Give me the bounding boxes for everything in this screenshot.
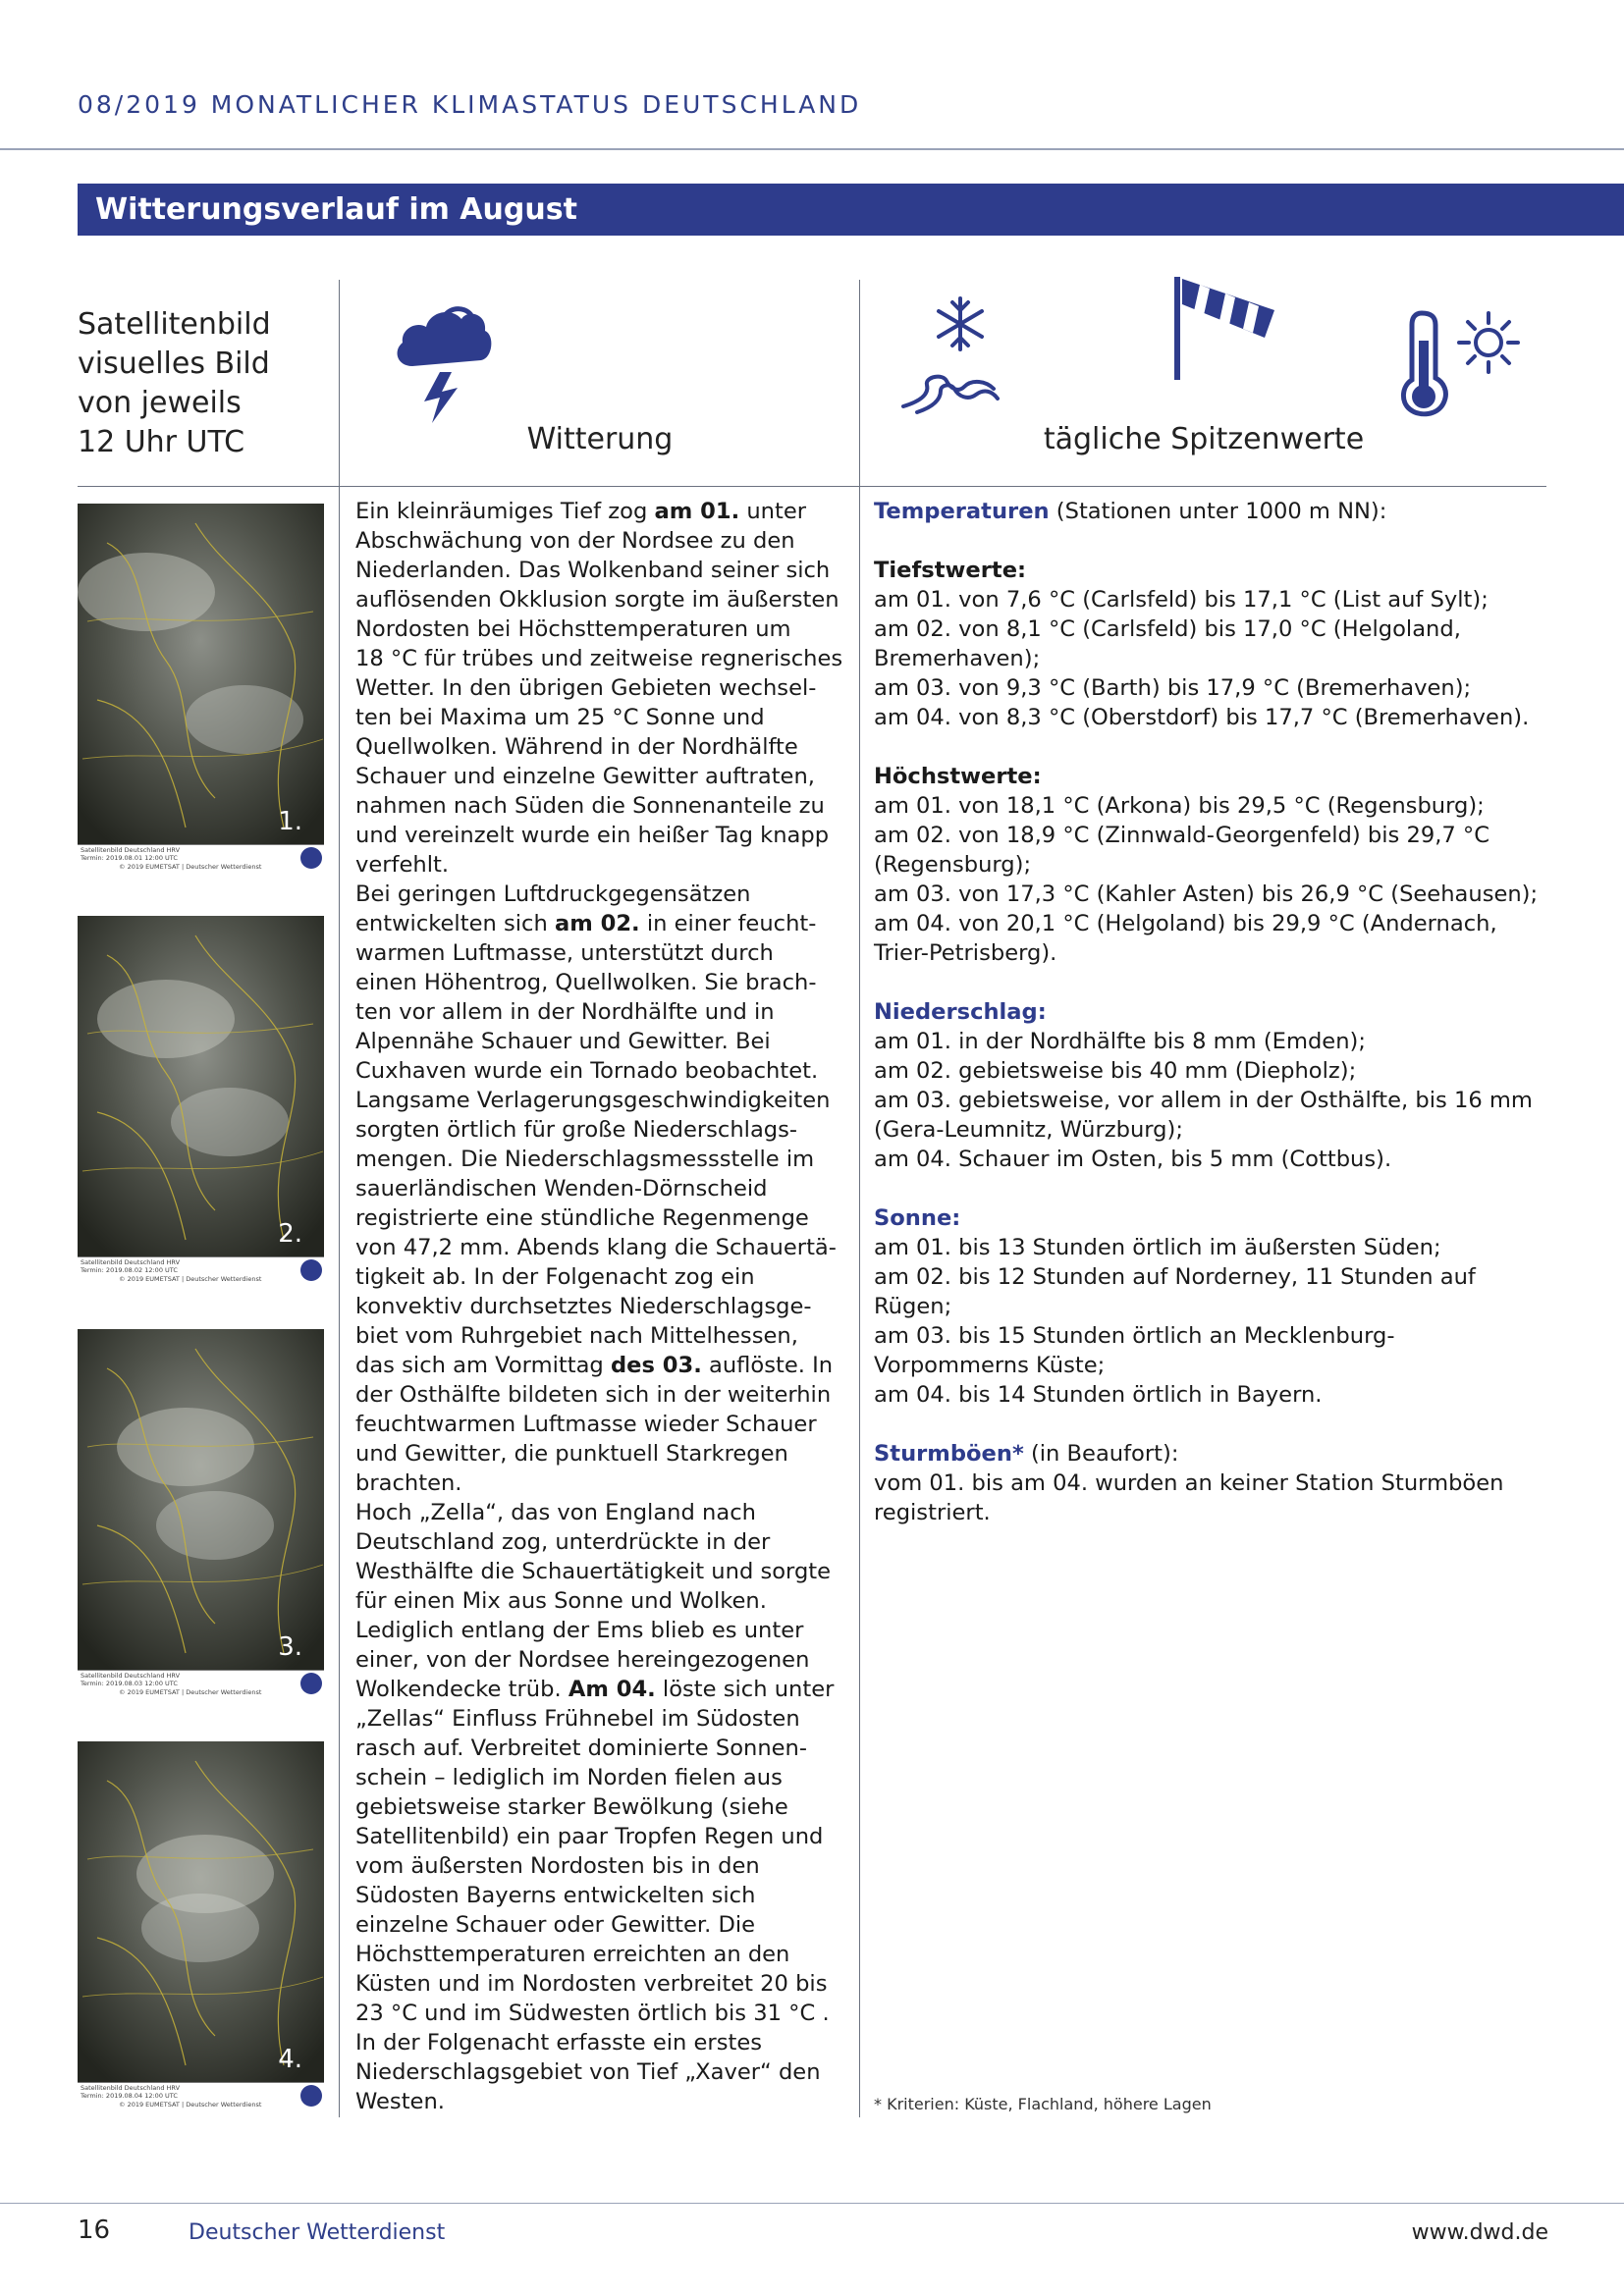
text-segment: rasch auf. Verbreitet dominierte Sonnen- (355, 1735, 808, 1761)
image-caption: Satellitenbild Deutschland HRV Termin: 2019.08.01 12:00 UTC © 2019 EUMETSAT | Deutscher Wetterdienst (78, 844, 324, 872)
text-segment: und vereinzelt wurde ein heißer Tag knapp (355, 823, 830, 848)
page-number: 16 (78, 2216, 111, 2245)
list-item: am 01. von 7,6 °C (Carlsfeld) bis 17,1 °C (List auf Sylt); (874, 587, 1489, 613)
min-values-heading: Tiefstwerte: (874, 558, 1027, 583)
sunshine-list (874, 1233, 1551, 1410)
image-caption: Satellitenbild Deutschland HRV Termin: 2019.08.02 12:00 UTC © 2019 EUMETSAT | Deutscher Wetterdienst (78, 1256, 324, 1284)
text-line (355, 1410, 846, 1439)
text-line (355, 2087, 846, 2116)
image-number: 1. (278, 807, 302, 836)
text-line (355, 585, 846, 614)
text-segment: Westhälfte die Schauertätigkeit und sorgte (355, 1559, 832, 1584)
list-item: am 01. von 18,1 °C (Arkona) bis 29,5 °C (Regensburg); (874, 793, 1485, 819)
text-line (355, 2057, 846, 2087)
image-caption: Satellitenbild Deutschland HRV Termin: 2019.08.04 12:00 UTC © 2019 EUMETSAT | Deutscher Wetterdienst (78, 2082, 324, 2109)
sunshine-heading: Sonne: (874, 1205, 961, 1231)
weather-description (355, 497, 846, 2116)
text-segment: einen Höhentrog, Quellwolken. Sie brach- (355, 970, 817, 995)
list-item: am 03. von 9,3 °C (Barth) bis 17,9 °C (Bremerhaven); (874, 675, 1472, 701)
text-line (355, 1115, 846, 1145)
text-line (355, 880, 846, 909)
precipitation-list (874, 1027, 1551, 1174)
text-segment: Nordosten bei Höchsttemperaturen um (355, 616, 791, 642)
text-line (355, 1321, 846, 1351)
list-item: am 03. von 17,3 °C (Kahler Asten) bis 26,9 °C (Seehausen); (874, 881, 1539, 907)
satellite-image (78, 916, 324, 1284)
text-segment: Satellitenbild) ein paar Tropfen Regen und (355, 1824, 824, 1849)
text-line (355, 1734, 846, 1763)
thunderstorm-cloud-icon (389, 290, 497, 427)
satellite-map (78, 504, 324, 845)
text-line (355, 1262, 846, 1292)
text-segment: „Zellas“ Einfluss Frühnebel im Südosten (355, 1706, 800, 1732)
text-segment: warmen Luftmasse, unterstützt durch (355, 940, 774, 966)
text-segment: registrierte eine stündliche Regenmenge (355, 1205, 809, 1231)
text-segment: entwickelten sich (355, 911, 555, 936)
text-segment: von 47,2 mm. Abends klang die Schauertä- (355, 1235, 837, 1260)
temperatures-heading: Temperaturen (Stationen unter 1000 m NN): (874, 499, 1387, 524)
text-line (355, 2028, 846, 2057)
text-segment: Ein kleinräumiges Tief zog (355, 499, 655, 524)
text-line (355, 1999, 846, 2028)
text-segment: Küsten und im Nordosten verbreitet 20 bis (355, 1971, 828, 1997)
text-segment: einzelne Schauer oder Gewitter. Die (355, 1912, 756, 1938)
text-line (355, 1940, 846, 1969)
list-item: am 01. in der Nordhälfte bis 8 mm (Emden); (874, 1029, 1366, 1054)
image-number: 2. (278, 1219, 302, 1249)
text-line (355, 614, 846, 644)
text-line (355, 1822, 846, 1851)
text-segment: ten vor allem in der Nordhälfte und in (355, 999, 775, 1025)
text-segment: brachten. (355, 1470, 462, 1496)
text-segment: Bei geringen Luftdruckgegensätzen (355, 881, 751, 907)
text-segment: auflösenden Okklusion sorgte im äußersten (355, 587, 839, 613)
list-item: Trier-Petrisberg). (874, 940, 1057, 966)
list-item: am 02. bis 12 Stunden auf Norderney, 11 Stunden auf (874, 1264, 1476, 1290)
column-divider-1 (339, 280, 340, 2117)
date-emphasis: Am 04. (568, 1677, 656, 1702)
list-item: Rügen; (874, 1294, 952, 1319)
text-line (355, 850, 846, 880)
satellite-map (78, 1329, 324, 1671)
list-item: (Gera-Leumnitz, Würzburg); (874, 1117, 1183, 1143)
thermometer-sun-icon (1400, 307, 1520, 417)
gusts-heading: Sturmböen* (in Beaufort): (874, 1441, 1179, 1467)
list-item: am 03. gebietsweise, vor allem in der Osthälfte, bis 16 mm (874, 1088, 1533, 1113)
column-divider-2 (859, 280, 860, 2117)
text-segment: Wetter. In den übrigen Gebieten wechsel- (355, 675, 817, 701)
satellite-map (78, 916, 324, 1257)
text-segment: in einer feucht- (639, 911, 817, 936)
website-link[interactable]: www.dwd.de (1411, 2220, 1548, 2245)
list-item: am 01. bis 13 Stunden örtlich im äußersten Süden; (874, 1235, 1441, 1260)
precipitation-heading: Niederschlag: (874, 999, 1047, 1025)
text-segment: Wolkendecke trüb. (355, 1677, 568, 1702)
dwd-logo-icon (300, 1673, 322, 1694)
peaks-column-label: tägliche Spitzenwerte (1043, 422, 1365, 456)
list-item: am 04. von 20,1 °C (Helgoland) bis 29,9 °C (Andernach, (874, 911, 1497, 936)
text-segment: gebietsweise starker Bewölkung (siehe (355, 1794, 788, 1820)
text-segment: biet vom Ruhrgebiet nach Mittelhessen, (355, 1323, 798, 1349)
text-line (355, 909, 846, 938)
text-line (355, 821, 846, 850)
text-line (355, 1910, 846, 1940)
text-line (355, 1586, 846, 1616)
gusts-list (874, 1468, 1551, 1527)
snow-road-icon (899, 291, 1017, 418)
text-line (355, 1527, 846, 1557)
text-line (355, 1645, 846, 1675)
header-row-divider (78, 486, 1546, 487)
max-values-heading: Höchstwerte: (874, 764, 1042, 789)
text-segment: Abschwächung von der Nordsee zu den (355, 528, 795, 554)
text-segment: Cuxhaven wurde ein Tornado beobachtet. (355, 1058, 819, 1084)
text-line (355, 968, 846, 997)
section-title: Witterungsverlauf im August (95, 192, 577, 227)
dwd-logo-icon (300, 2085, 322, 2107)
text-line (355, 1675, 846, 1704)
dwd-logo-icon (300, 1259, 322, 1281)
text-line (355, 1086, 846, 1115)
satellite-image (78, 1741, 324, 2109)
footer-divider (0, 2203, 1624, 2204)
list-item: registriert. (874, 1500, 991, 1525)
text-segment: Lediglich entlang der Ems blieb es unter (355, 1618, 804, 1643)
text-segment: Alpennähe Schauer und Gewitter. Bei (355, 1029, 771, 1054)
text-line (355, 1616, 846, 1645)
list-item: (Regensburg); (874, 852, 1032, 878)
text-line (355, 997, 846, 1027)
text-segment: 18 °C für trübes und zeitweise regnerisches (355, 646, 843, 671)
text-line (355, 1380, 846, 1410)
list-item: Vorpommerns Küste; (874, 1353, 1106, 1378)
list-item: am 02. von 18,9 °C (Zinnwald-Georgenfeld) bis 29,7 °C (874, 823, 1490, 848)
date-emphasis: des 03. (610, 1353, 702, 1378)
image-number: 4. (278, 2045, 302, 2074)
text-segment: Quellwolken. Während in der Nordhälfte (355, 734, 798, 760)
text-segment: Höchsttemperaturen erreichten an den (355, 1942, 790, 1967)
text-segment: tigkeit ab. In der Folgenacht zog ein (355, 1264, 755, 1290)
image-number: 3. (278, 1632, 302, 1662)
text-segment: schein – lediglich im Norden fielen aus (355, 1765, 783, 1790)
text-segment: Niederschlagsgebiet von Tief „Xaver“ den (355, 2059, 821, 2085)
satellite-image (78, 504, 324, 872)
text-segment: Südosten Bayerns entwickelten sich (355, 1883, 756, 1908)
text-line (355, 1145, 846, 1174)
list-item: am 04. von 8,3 °C (Oberstdorf) bis 17,7 °C (Bremerhaven). (874, 705, 1530, 730)
text-segment: löste sich unter (655, 1677, 835, 1702)
text-line (355, 791, 846, 821)
text-line (355, 1851, 846, 1881)
text-line (355, 497, 846, 526)
text-line (355, 1292, 846, 1321)
text-segment: sorgten örtlich für große Niederschlags- (355, 1117, 798, 1143)
list-item: am 04. bis 14 Stunden örtlich in Bayern. (874, 1382, 1323, 1408)
satellite-map (78, 1741, 324, 2083)
list-item: am 02. von 8,1 °C (Carlsfeld) bis 17,0 °C (Helgoland, (874, 616, 1461, 642)
text-line (355, 673, 846, 703)
text-line (355, 1056, 846, 1086)
text-line (355, 1027, 846, 1056)
text-line (355, 556, 846, 585)
satellite-column-label: Satellitenbild visuelles Bild von jeweils 12 Uhr UTC (78, 307, 271, 459)
text-segment: und Gewitter, die punktuell Starkregen (355, 1441, 788, 1467)
header-divider (0, 148, 1624, 150)
list-item: am 04. Schauer im Osten, bis 5 mm (Cottbus). (874, 1147, 1392, 1172)
report-title: 08/2019 MONATLICHER KLIMASTATUS DEUTSCHLAND (78, 90, 862, 119)
list-item: vom 01. bis am 04. wurden an keiner Station Sturmböen (874, 1470, 1504, 1496)
satellite-image (78, 1329, 324, 1697)
text-line (355, 1969, 846, 1999)
text-line (355, 703, 846, 732)
list-item: Bremerhaven); (874, 646, 1041, 671)
text-line (355, 1351, 846, 1380)
footnote: * Kriterien: Küste, Flachland, höhere Lagen (874, 2095, 1212, 2113)
text-line (355, 732, 846, 762)
text-line (355, 1557, 846, 1586)
text-segment: verfehlt. (355, 852, 450, 878)
text-segment: das sich am Vormittag (355, 1353, 611, 1378)
text-line (355, 1203, 846, 1233)
dwd-logo-icon (300, 847, 322, 869)
list-item: am 02. gebietsweise bis 40 mm (Diepholz); (874, 1058, 1357, 1084)
windsock-icon (1174, 271, 1282, 384)
text-line (355, 644, 846, 673)
text-segment: auflöste. In (701, 1353, 834, 1378)
text-line (355, 1233, 846, 1262)
list-item: am 03. bis 15 Stunden örtlich an Mecklenburg- (874, 1323, 1395, 1349)
min-values-list (874, 585, 1551, 732)
text-segment: Deutschland zog, unterdrückte in der (355, 1529, 771, 1555)
weather-column-label: Witterung (526, 422, 674, 456)
text-segment: Langsame Verlagerungsgeschwindigkeiten (355, 1088, 831, 1113)
text-line (355, 762, 846, 791)
text-segment: Hoch „Zella“, das von England nach (355, 1500, 756, 1525)
text-segment: einer, von der Nordsee hereingezogenen (355, 1647, 810, 1673)
text-line (355, 1704, 846, 1734)
section-banner (78, 184, 1624, 236)
text-segment: Niederlanden. Das Wolkenband seiner sich (355, 558, 831, 583)
daily-peaks (874, 497, 1551, 1527)
text-segment: mengen. Die Niederschlagsmessstelle im (355, 1147, 815, 1172)
text-segment: In der Folgenacht erfasste ein erstes (355, 2030, 763, 2056)
text-line (355, 1468, 846, 1498)
text-segment: 23 °C und im Südwesten örtlich bis 31 °C . (355, 2001, 830, 2026)
text-line (355, 1881, 846, 1910)
text-segment: konvektiv durchsetztes Niederschlagsge- (355, 1294, 812, 1319)
text-segment: sauerländischen Wenden-Dörnscheid (355, 1176, 768, 1201)
text-line (355, 1439, 846, 1468)
text-segment: vom äußersten Nordosten bis in den (355, 1853, 760, 1879)
text-line (355, 1763, 846, 1792)
max-values-list (874, 791, 1551, 968)
image-caption: Satellitenbild Deutschland HRV Termin: 2019.08.03 12:00 UTC © 2019 EUMETSAT | Deutscher Wetterdienst (78, 1670, 324, 1697)
text-line (355, 1792, 846, 1822)
text-segment: ten bei Maxima um 25 °C Sonne und (355, 705, 765, 730)
text-segment: der Osthälfte bildeten sich in der weiterhin (355, 1382, 832, 1408)
text-line (355, 938, 846, 968)
text-segment: Westen. (355, 2089, 445, 2114)
text-segment: Schauer und einzelne Gewitter auftraten, (355, 764, 815, 789)
organization-name: Deutscher Wetterdienst (189, 2220, 446, 2245)
text-line (355, 526, 846, 556)
text-line (355, 1174, 846, 1203)
text-segment: unter (739, 499, 807, 524)
date-emphasis: am 02. (554, 911, 640, 936)
text-segment: nahmen nach Süden die Sonnenanteile zu (355, 793, 825, 819)
text-segment: für einen Mix aus Sonne und Wolken. (355, 1588, 767, 1614)
date-emphasis: am 01. (654, 499, 740, 524)
text-segment: feuchtwarmen Luftmasse wieder Schauer (355, 1412, 817, 1437)
text-line (355, 1498, 846, 1527)
